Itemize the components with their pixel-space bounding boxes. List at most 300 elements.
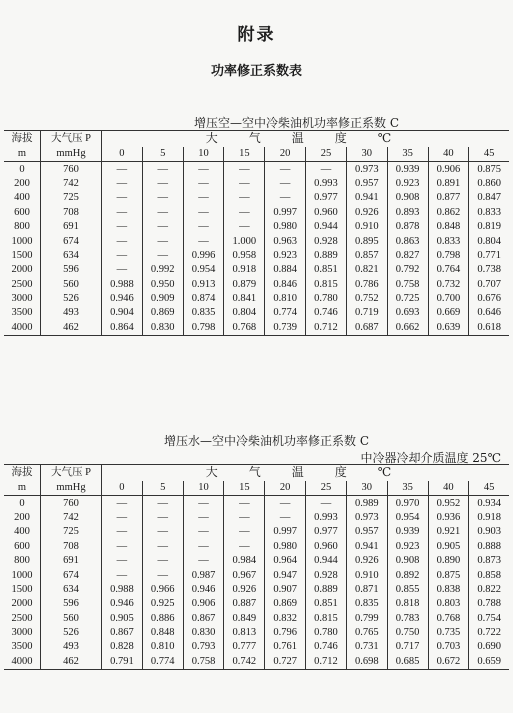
pressure-cell: 691 — [41, 220, 102, 234]
coefficient-cell: — — [224, 220, 265, 234]
table-row — [4, 321, 509, 336]
altitude-cell: 1000 — [4, 234, 41, 248]
coefficient-cell: 0.973 — [346, 511, 387, 525]
coefficient-cell: 0.984 — [224, 554, 265, 568]
coefficient-cell: 0.690 — [477, 641, 501, 653]
coefficient-cell: 0.892 — [387, 568, 428, 582]
coefficient-cell: 0.905 — [102, 612, 143, 626]
temp-col-header: 35 — [387, 481, 428, 496]
temperature-header: 大 气 温 度 ℃ — [102, 465, 510, 482]
table2-caption: 增压水—空中冷柴油机功率修正系数 C — [164, 434, 369, 448]
table-row — [4, 612, 509, 626]
pressure-cell: 462 — [41, 655, 102, 670]
coefficient-cell: — — [183, 191, 224, 205]
coefficient-cell: 0.988 — [102, 278, 143, 292]
coefficient-cell: 0.722 — [477, 627, 501, 639]
table-row — [4, 292, 509, 306]
coefficient-cell: 0.815 — [306, 278, 347, 292]
pressure-cell: 674 — [41, 568, 102, 582]
temp-col-header: 45 — [469, 147, 509, 162]
pressure-cell: 526 — [41, 292, 102, 306]
coefficient-cell: 0.646 — [477, 307, 501, 319]
coefficient-cell: 0.957 — [346, 525, 387, 539]
coefficient-cell: 0.855 — [387, 583, 428, 597]
coefficient-cell: 0.867 — [183, 612, 224, 626]
coefficient-cell: — — [102, 540, 143, 554]
coefficient-cell: 0.783 — [387, 612, 428, 626]
coefficient-cell: 0.923 — [265, 249, 306, 263]
coefficient-cell: 0.939 — [387, 162, 428, 177]
altitude-cell: 2000 — [4, 597, 41, 611]
table-row — [4, 554, 509, 568]
pressure-cell: 462 — [41, 321, 102, 336]
coefficient-cell: 0.746 — [306, 306, 347, 320]
table-row — [4, 263, 509, 277]
coefficient-cell: 0.818 — [387, 597, 428, 611]
coefficient-cell: 0.725 — [387, 292, 428, 306]
coefficient-cell: 0.904 — [102, 306, 143, 320]
coefficient-cell: — — [102, 234, 143, 248]
coefficient-cell: 0.909 — [142, 292, 183, 306]
coefficient-cell: 0.966 — [142, 583, 183, 597]
coefficient-cell: 0.712 — [306, 321, 347, 336]
pressure-cell: 634 — [41, 249, 102, 263]
altitude-cell: 400 — [4, 525, 41, 539]
coefficient-cell: — — [142, 234, 183, 248]
coefficient-cell: 0.719 — [346, 306, 387, 320]
coefficient-cell: 0.703 — [428, 640, 469, 654]
coefficient-cell: 0.685 — [387, 655, 428, 670]
coefficient-cell: — — [306, 496, 347, 511]
coefficient-cell: 1.000 — [224, 234, 265, 248]
altitude-cell: 2500 — [4, 278, 41, 292]
coefficient-cell: 0.980 — [265, 540, 306, 554]
coefficient-cell: — — [142, 191, 183, 205]
table-row — [4, 206, 509, 220]
coefficient-cell: 0.698 — [346, 655, 387, 670]
temp-col-header: 45 — [469, 481, 509, 496]
coefficient-cell: 0.851 — [306, 597, 347, 611]
coefficient-cell: 0.830 — [183, 626, 224, 640]
pressure-cell: 760 — [41, 162, 102, 177]
coefficient-cell: 0.877 — [428, 191, 469, 205]
coefficient-cell: 0.735 — [428, 626, 469, 640]
coefficient-cell: 0.822 — [477, 583, 501, 595]
coefficient-cell: 0.886 — [142, 612, 183, 626]
coefficient-cell: 0.947 — [265, 568, 306, 582]
coefficient-cell: 0.905 — [428, 540, 469, 554]
coefficient-cell: 0.944 — [306, 554, 347, 568]
coefficient-cell: 0.887 — [224, 597, 265, 611]
pressure-cell: 742 — [41, 177, 102, 191]
coefficient-cell: 0.891 — [428, 177, 469, 191]
coefficient-cell: 0.687 — [346, 321, 387, 336]
coefficient-cell: 0.707 — [477, 278, 501, 290]
coefficient-cell: 0.761 — [265, 640, 306, 654]
altitude-cell: 600 — [4, 206, 41, 220]
coefficient-cell: — — [102, 525, 143, 539]
coefficient-cell: 0.869 — [265, 597, 306, 611]
coefficient-cell: 0.910 — [346, 220, 387, 234]
coefficient-cell: 0.873 — [477, 555, 501, 567]
table-row — [4, 568, 509, 582]
temp-col-header: 20 — [265, 147, 306, 162]
coefficient-cell: 0.780 — [306, 292, 347, 306]
coefficient-cell: 0.848 — [142, 626, 183, 640]
coefficient-cell: — — [183, 511, 224, 525]
coefficient-cell: 0.746 — [306, 640, 347, 654]
coefficient-cell: 0.996 — [183, 249, 224, 263]
coefficient-cell: 0.863 — [387, 234, 428, 248]
pressure-cell: 493 — [41, 640, 102, 654]
coefficient-cell: 0.821 — [346, 263, 387, 277]
coefficient-cell: 0.738 — [477, 264, 501, 276]
coefficient-cell: 0.954 — [183, 263, 224, 277]
coefficient-cell: 0.838 — [428, 583, 469, 597]
coefficient-cell: — — [142, 554, 183, 568]
coefficient-cell: 0.907 — [265, 583, 306, 597]
altitude-cell: 1000 — [4, 568, 41, 582]
coefficient-cell: 0.798 — [183, 321, 224, 336]
temp-col-header: 25 — [306, 481, 347, 496]
table-row — [4, 511, 509, 525]
coefficient-cell: 0.946 — [183, 583, 224, 597]
coefficient-cell: 0.957 — [346, 177, 387, 191]
coefficient-cell: — — [183, 220, 224, 234]
coefficient-cell: 0.921 — [428, 525, 469, 539]
temp-col-header: 40 — [428, 147, 469, 162]
temp-col-header: 5 — [142, 481, 183, 496]
temp-col-header: 15 — [224, 481, 265, 496]
coefficient-cell: 0.819 — [477, 221, 501, 233]
pressure-cell: 493 — [41, 306, 102, 320]
coefficient-cell: 0.788 — [477, 598, 501, 610]
temp-col-header: 0 — [102, 481, 143, 496]
coefficient-cell: 0.827 — [387, 249, 428, 263]
temp-col-header: 15 — [224, 147, 265, 162]
coefficient-cell: 0.906 — [183, 597, 224, 611]
table-row — [4, 220, 509, 234]
coefficient-cell: 0.862 — [428, 206, 469, 220]
coefficient-cell: — — [102, 496, 143, 511]
coefficient-cell: 0.869 — [142, 306, 183, 320]
pressure-cell: 725 — [41, 191, 102, 205]
coefficient-cell: 0.764 — [428, 263, 469, 277]
coefficient-cell: 0.833 — [477, 206, 501, 218]
coefficient-cell: 0.815 — [306, 612, 347, 626]
table-row — [4, 234, 509, 248]
pressure-unit: mmHg — [41, 147, 102, 162]
coefficient-cell: 0.860 — [477, 177, 501, 189]
coefficient-cell: 0.964 — [265, 554, 306, 568]
coefficient-cell: 0.768 — [224, 321, 265, 336]
coefficient-cell: 0.847 — [477, 192, 501, 204]
coefficient-cell: 0.792 — [387, 263, 428, 277]
coefficient-cell: — — [142, 177, 183, 191]
altitude-cell: 2000 — [4, 263, 41, 277]
coefficient-cell: 0.731 — [346, 640, 387, 654]
pressure-cell: 560 — [41, 612, 102, 626]
coefficient-cell: 0.992 — [142, 263, 183, 277]
coefficient-cell: 0.693 — [387, 306, 428, 320]
pressure-cell: 742 — [41, 511, 102, 525]
table2-subcaption: 中冷器冷却介质温度 25℃ — [360, 451, 501, 465]
coefficient-cell: 0.810 — [142, 640, 183, 654]
coefficient-cell: 0.752 — [346, 292, 387, 306]
coefficient-cell: — — [265, 191, 306, 205]
pressure-unit: mmHg — [41, 481, 102, 496]
coefficient-cell: 0.952 — [428, 496, 469, 511]
pressure-cell: 596 — [41, 597, 102, 611]
altitude-cell: 0 — [4, 496, 41, 511]
coefficient-cell: 0.939 — [387, 525, 428, 539]
coefficient-cell: 0.669 — [428, 306, 469, 320]
temp-col-header: 10 — [183, 481, 224, 496]
coefficient-cell: 0.798 — [428, 249, 469, 263]
coefficient-cell: 0.768 — [428, 612, 469, 626]
coefficient-cell: 0.997 — [265, 206, 306, 220]
coefficient-cell: 0.793 — [183, 640, 224, 654]
altitude-cell: 600 — [4, 540, 41, 554]
altitude-cell: 3000 — [4, 626, 41, 640]
coefficient-cell: 0.732 — [428, 278, 469, 292]
table-set-title: 功率修正系数表 — [210, 64, 302, 79]
coefficient-cell: — — [224, 177, 265, 191]
table-row — [4, 177, 509, 191]
coefficient-cell: — — [265, 162, 306, 177]
coefficient-cell: 0.928 — [306, 234, 347, 248]
table-row — [4, 278, 509, 292]
coefficient-cell: — — [265, 496, 306, 511]
coefficient-cell: 0.926 — [346, 206, 387, 220]
pressure-cell: 708 — [41, 540, 102, 554]
altitude-cell: 4000 — [4, 321, 41, 336]
temp-col-header: 10 — [183, 147, 224, 162]
coefficient-cell: 0.946 — [102, 597, 143, 611]
coefficient-cell: 0.989 — [346, 496, 387, 511]
coefficient-cell: 0.954 — [387, 511, 428, 525]
altitude-cell: 3500 — [4, 640, 41, 654]
coefficient-cell: 0.857 — [346, 249, 387, 263]
coefficient-cell: 0.639 — [428, 321, 469, 336]
coefficient-cell: 0.780 — [306, 626, 347, 640]
coefficient-cell: 0.941 — [346, 191, 387, 205]
coefficient-cell: — — [142, 525, 183, 539]
table2 — [4, 464, 509, 670]
coefficient-cell: — — [183, 554, 224, 568]
coefficient-cell: 0.791 — [102, 655, 143, 670]
coefficient-cell: — — [142, 496, 183, 511]
coefficient-cell: 0.846 — [265, 278, 306, 292]
coefficient-cell: 0.970 — [387, 496, 428, 511]
coefficient-cell: — — [142, 540, 183, 554]
coefficient-cell: 0.830 — [142, 321, 183, 336]
coefficient-cell: 0.796 — [265, 626, 306, 640]
coefficient-cell: — — [142, 162, 183, 177]
coefficient-cell: 0.977 — [306, 191, 347, 205]
coefficient-cell: 0.758 — [387, 278, 428, 292]
coefficient-cell: 0.944 — [306, 220, 347, 234]
coefficient-cell: 0.786 — [346, 278, 387, 292]
pressure-cell: 674 — [41, 234, 102, 248]
coefficient-cell: 0.973 — [346, 162, 387, 177]
coefficient-cell: — — [183, 540, 224, 554]
coefficient-cell: 0.771 — [477, 249, 501, 261]
coefficient-cell: 0.765 — [346, 626, 387, 640]
coefficient-cell: 0.980 — [265, 220, 306, 234]
coefficient-cell: 0.993 — [306, 177, 347, 191]
coefficient-cell: 0.750 — [387, 626, 428, 640]
coefficient-cell: 0.835 — [183, 306, 224, 320]
coefficient-cell: 0.871 — [346, 583, 387, 597]
altitude-cell: 4000 — [4, 655, 41, 670]
temp-col-header: 30 — [346, 481, 387, 496]
coefficient-cell: 0.925 — [142, 597, 183, 611]
coefficient-cell: 0.893 — [387, 206, 428, 220]
pressure-cell: 708 — [41, 206, 102, 220]
coefficient-cell: 0.888 — [477, 540, 501, 552]
temperature-header: 大 气 温 度 ℃ — [102, 131, 510, 148]
coefficient-cell: 0.712 — [306, 655, 347, 670]
table-row — [4, 496, 509, 511]
temp-col-header: 30 — [346, 147, 387, 162]
coefficient-cell: 0.864 — [102, 321, 143, 336]
coefficient-cell: 0.878 — [387, 220, 428, 234]
coefficient-cell: 0.828 — [102, 640, 143, 654]
coefficient-cell: — — [183, 234, 224, 248]
coefficient-cell: 0.875 — [428, 568, 469, 582]
coefficient-cell: 0.851 — [306, 263, 347, 277]
pressure-cell: 691 — [41, 554, 102, 568]
coefficient-cell: 0.754 — [477, 612, 501, 624]
coefficient-cell: 0.803 — [428, 597, 469, 611]
altitude-cell: 800 — [4, 554, 41, 568]
coefficient-cell: — — [102, 568, 143, 582]
altitude-cell: 3500 — [4, 306, 41, 320]
coefficient-cell: 0.903 — [477, 526, 501, 538]
temp-col-header: 35 — [387, 147, 428, 162]
table-row — [4, 525, 509, 539]
coefficient-cell: 0.997 — [265, 525, 306, 539]
coefficient-cell: — — [142, 206, 183, 220]
coefficient-cell: — — [224, 525, 265, 539]
coefficient-cell: 0.926 — [346, 554, 387, 568]
col-pressure-header: 大气压 P — [41, 465, 102, 482]
table-row — [4, 540, 509, 554]
coefficient-cell: 0.960 — [306, 540, 347, 554]
coefficient-cell: 0.717 — [387, 640, 428, 654]
coefficient-cell: 0.804 — [477, 235, 501, 247]
coefficient-cell: 0.993 — [306, 511, 347, 525]
pressure-cell: 526 — [41, 626, 102, 640]
coefficient-cell: 0.758 — [183, 655, 224, 670]
coefficient-cell: 0.908 — [387, 554, 428, 568]
appendix-heading: 附录 — [237, 25, 276, 45]
pressure-cell: 560 — [41, 278, 102, 292]
coefficient-cell: 0.988 — [102, 583, 143, 597]
coefficient-cell: 0.910 — [346, 568, 387, 582]
temp-col-header: 20 — [265, 481, 306, 496]
altitude-cell: 0 — [4, 162, 41, 177]
coefficient-cell: 0.875 — [477, 163, 501, 175]
col-altitude-header: 海拔 — [4, 465, 41, 482]
temp-col-header: 25 — [306, 147, 347, 162]
altitude-cell: 1500 — [4, 583, 41, 597]
coefficient-cell: 0.700 — [428, 292, 469, 306]
coefficient-cell: 0.810 — [265, 292, 306, 306]
coefficient-cell: 0.659 — [469, 655, 509, 670]
coefficient-cell: 0.889 — [306, 249, 347, 263]
coefficient-cell: — — [102, 263, 143, 277]
coefficient-cell: 0.928 — [306, 568, 347, 582]
coefficient-cell: — — [102, 511, 143, 525]
coefficient-cell: 0.934 — [477, 497, 501, 509]
coefficient-cell: — — [102, 206, 143, 220]
coefficient-cell: 0.960 — [306, 206, 347, 220]
altitude-unit: m — [4, 147, 41, 162]
pressure-cell: 634 — [41, 583, 102, 597]
coefficient-cell: 0.895 — [346, 234, 387, 248]
coefficient-cell: 0.774 — [265, 306, 306, 320]
coefficient-cell: 0.918 — [477, 511, 501, 523]
coefficient-cell: 0.890 — [428, 554, 469, 568]
coefficient-cell: 0.848 — [428, 220, 469, 234]
altitude-cell: 1500 — [4, 249, 41, 263]
coefficient-cell: 0.835 — [346, 597, 387, 611]
coefficient-cell: 0.739 — [265, 321, 306, 336]
coefficient-cell: 0.950 — [142, 278, 183, 292]
coefficient-cell: 0.874 — [183, 292, 224, 306]
coefficient-cell: 0.918 — [224, 263, 265, 277]
coefficient-cell: 0.858 — [477, 569, 501, 581]
temp-col-header: 0 — [102, 147, 143, 162]
coefficient-cell: 0.941 — [346, 540, 387, 554]
coefficient-cell: 0.833 — [428, 234, 469, 248]
coefficient-cell: 0.913 — [183, 278, 224, 292]
altitude-cell: 200 — [4, 511, 41, 525]
coefficient-cell: 0.889 — [306, 583, 347, 597]
pressure-cell: 760 — [41, 496, 102, 511]
coefficient-cell: — — [102, 191, 143, 205]
coefficient-cell: 0.799 — [346, 612, 387, 626]
coefficient-cell: 0.958 — [224, 249, 265, 263]
coefficient-cell: 0.923 — [387, 540, 428, 554]
coefficient-cell: — — [265, 177, 306, 191]
table1-caption: 增压空—空中冷柴油机功率修正系数 C — [194, 116, 399, 130]
coefficient-cell: — — [224, 511, 265, 525]
table-row — [4, 640, 509, 654]
coefficient-cell: — — [183, 177, 224, 191]
pressure-cell: 725 — [41, 525, 102, 539]
coefficient-cell: — — [102, 220, 143, 234]
coefficient-cell: 0.662 — [387, 321, 428, 336]
coefficient-cell: 0.672 — [428, 655, 469, 670]
altitude-cell: 200 — [4, 177, 41, 191]
altitude-cell: 3000 — [4, 292, 41, 306]
coefficient-cell: 0.774 — [142, 655, 183, 670]
coefficient-cell: — — [224, 191, 265, 205]
table1 — [4, 130, 509, 336]
coefficient-cell: 0.908 — [387, 191, 428, 205]
col-pressure-header: 大气压 P — [41, 131, 102, 148]
coefficient-cell: 0.946 — [102, 292, 143, 306]
pressure-cell: 596 — [41, 263, 102, 277]
coefficient-cell: 0.867 — [102, 626, 143, 640]
coefficient-cell: 0.849 — [224, 612, 265, 626]
table-row — [4, 597, 509, 611]
coefficient-cell: 0.906 — [428, 162, 469, 177]
coefficient-cell: — — [183, 206, 224, 220]
